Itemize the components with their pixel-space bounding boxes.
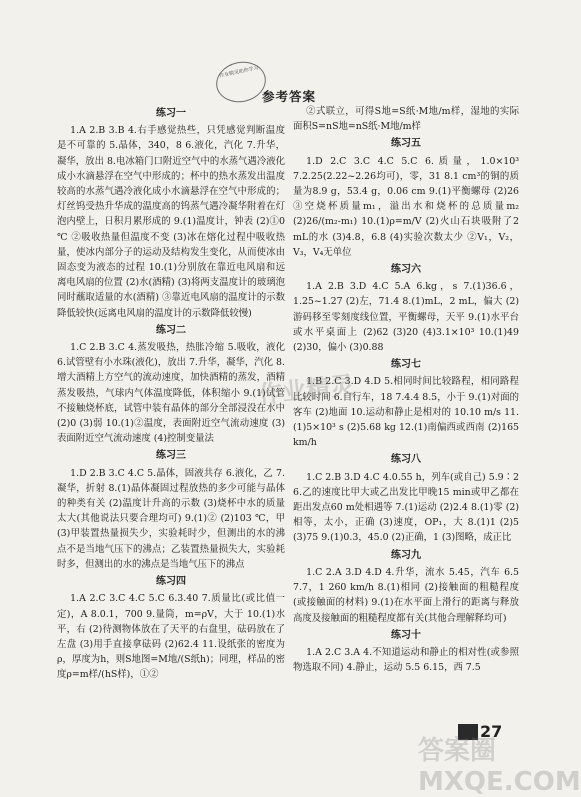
section-title-8: 练习八 xyxy=(391,454,421,466)
page-header xyxy=(0,62,552,102)
section-body-8: 1.C 2.B 3.D 4.C 4.0.55 h，列车(或自己) 5.9∶2 6.乙的速度比甲大或乙出发比甲晚15 min或甲乙都在距出发点60 m处相遇等 7.(1)运动 (2)2.4 8.(1)零 (2)相等，太小，正确 (3)速度，OP₁，大 8.(1)1 (2)5 (3)75 9.(1)0.3，45.0 (2)正确，1 (3)图略，成正比 xyxy=(293,471,519,544)
page-title: 参考答案 xyxy=(262,89,317,104)
section-body-2: 1.C 2.B 3.C 4.蒸发吸热，热胀冷缩 5.吸收，液化 6.试管壁有小水珠(液化)，放出 7.升华，凝华，汽化 8.增大酒精上方空气的流动速度，加快酒精的蒸发，酒精蒸发吸热，气球内气体温度降低，体积缩小 9.(1)试管不接触烧杯底，试管中装有晶体的部分全部浸没在水中 (2)0 (3)弱 10.(1)②温度，表面附近空气流动速度 (3)表面附近空气流动速度 (4)控制变量法 xyxy=(57,342,285,445)
section-body-9: 1.C 2.A 3.D 4.D 4.升华，流水 5.45，汽车 6.5 7.7，1 260 km/h 8.(1)相同 (2)接触面的粗糙程度(或接触面的材料) 9.(1)在水平面上滑行的距离与释放高度及接触面的粗糙程度都有关(其他合理解释均可) xyxy=(293,566,519,624)
left-column xyxy=(57,104,285,683)
section-title-4: 练习四 xyxy=(156,576,186,588)
section-title-1: 练习一 xyxy=(156,108,186,119)
section-title-2: 练习二 xyxy=(156,324,186,336)
section-title-3: 练习三 xyxy=(156,450,186,462)
section-body-4-continued: ②式联立，可得S地=S纸·M地/m样，湿地的实际面积S=nS地=nS纸·M地/m样 xyxy=(293,106,519,133)
section-body-1: 1.A 2.B 3.B 4.右手感觉热些，只凭感觉判断温度是不可靠的 5.晶体，340，8 6.液化，汽化 7.升华，凝华，放出 8.电冰箱门口附近空气中的水蒸气遇冷液化成小水滴悬浮在空气中形成的；杯中的热水蒸发出温度较高的水蒸气遇冷液化成小水滴悬浮在空气中形成的；灯丝钨受热升华成的温度高的钨蒸气遇冷凝华附着在灯泡内壁上，日积月累形成的 9.(1)温度计，钟表 (2)①0 ℃ ②吸收热量但温度不变 (3)冰在熔化过程中吸收热量，使冰内部分子的运动及结构发生变化，从而使冰由固态变为液态的过程 10.(1)分别放在靠近电风扇和远离电风扇的位置 (2)水(酒精) (3)将两支温度计的玻璃泡同时蘸取适量的水(酒精) ③靠近电风扇的温度计的示数降低较快(远离电风扇的温度计的示数降低较慢) xyxy=(57,125,285,319)
section-body-5: 1.D 2.C 3.C 4.C 5.C 6.质量，1.0×10³ 7.2.25(2.22~2.26均可)，零，31 8.1 cm³的铜的质量为8.9 g，53.4 g，0.06 cm 9.(1)平衡螺母 (2)26 ③空烧杯质量m₁，溢出水和烧杯的总质量m₂ (2)26/(m₂-m₁) 10.(1)ρ=m/V (2)火山石块吸附了2 mL的水 (3)4.8，6.8 (4)实验次数太少 ②V₁，V₂，V₃，V₄无单位 xyxy=(293,155,519,258)
watermark-center: 作业精灵 xyxy=(257,371,356,409)
section-title-5: 练习五 xyxy=(391,138,421,150)
section-title-9: 练习九 xyxy=(391,549,421,561)
section-body-7: 1.B 2.C 3.D 4.D 5.相同时间比较路程，相同路程比较时间 6.自行车，18 7.4.4 8.5，小于 9.(1)对面的客车 (2)地面 10.运动和静止是相对的 10.10 m/s 11.(1)5×10³ s (2)5.68 kg 12.(1)南偏西或西南 (2)165 km/h xyxy=(293,376,519,449)
section-body-6: 1.A 2.B 3.D 4.C 5.A 6.kg，s 7.(1)36.6，1.25~1.27 (2)左，71.4 8.(1)mL，2 mL，偏大 (2)游码移至零刻度线位置，平衡螺母，天平 9.(1)水平台或水平桌面上 (2)62 (3)20 (4)3.1×10³ 10.(1)49 (2)30，偏小 (3)0.88 xyxy=(293,281,519,354)
section-body-10: 1.A 2.C 3.A 4.不知道运动和静止的相对性(或参照物选取不同) 4.静止，运动 5.5 6.15，西 7.5 xyxy=(293,646,519,674)
section-title-10: 练习十 xyxy=(391,629,421,641)
watermark-corner: 答案圈 MXQE.COM xyxy=(418,736,581,797)
section-body-3: 1.D 2.B 3.C 4.C 5.晶体，固液共存 6.液化，乙 7.凝华，折射 8.(1)晶体凝固过程放热的多少可能与晶体的种类有关 (2)温度计升高的示数 (3)烧杯中水的质量太大(其他说法只要合理均可) 9.(1)② (2)103 ℃，甲 (3)甲装置热量损失少，实验耗时少，但测出的水的沸点不是当地气压下的沸点；乙装置热量损失大，实验耗时多，但测出的水的沸点是当地气压下的沸点 xyxy=(57,467,285,570)
stamp-text: 作业精灵助你学习 xyxy=(218,65,260,80)
section-title-6: 练习六 xyxy=(391,264,421,276)
page-number: 27 xyxy=(480,722,503,741)
section-title-7: 练习七 xyxy=(391,359,421,371)
section-body-4: 1.A 2.C 3.C 4.C 5.C 6.3.40 7.质量比(或比值一定)，A 8.0.1，700 9.量筒，m=ρV，大于 10.(1)水平，右 (2)待测物体放在了天平的右盘里，砝码放在了左盘 (3)用手直接拿砝码 (2)62.4 11.设纸张的密度为ρ，厚度为h，则S地图=M地/(S纸h)；同理，样品的密度ρ=m样/(hS样)，①② xyxy=(57,593,285,681)
